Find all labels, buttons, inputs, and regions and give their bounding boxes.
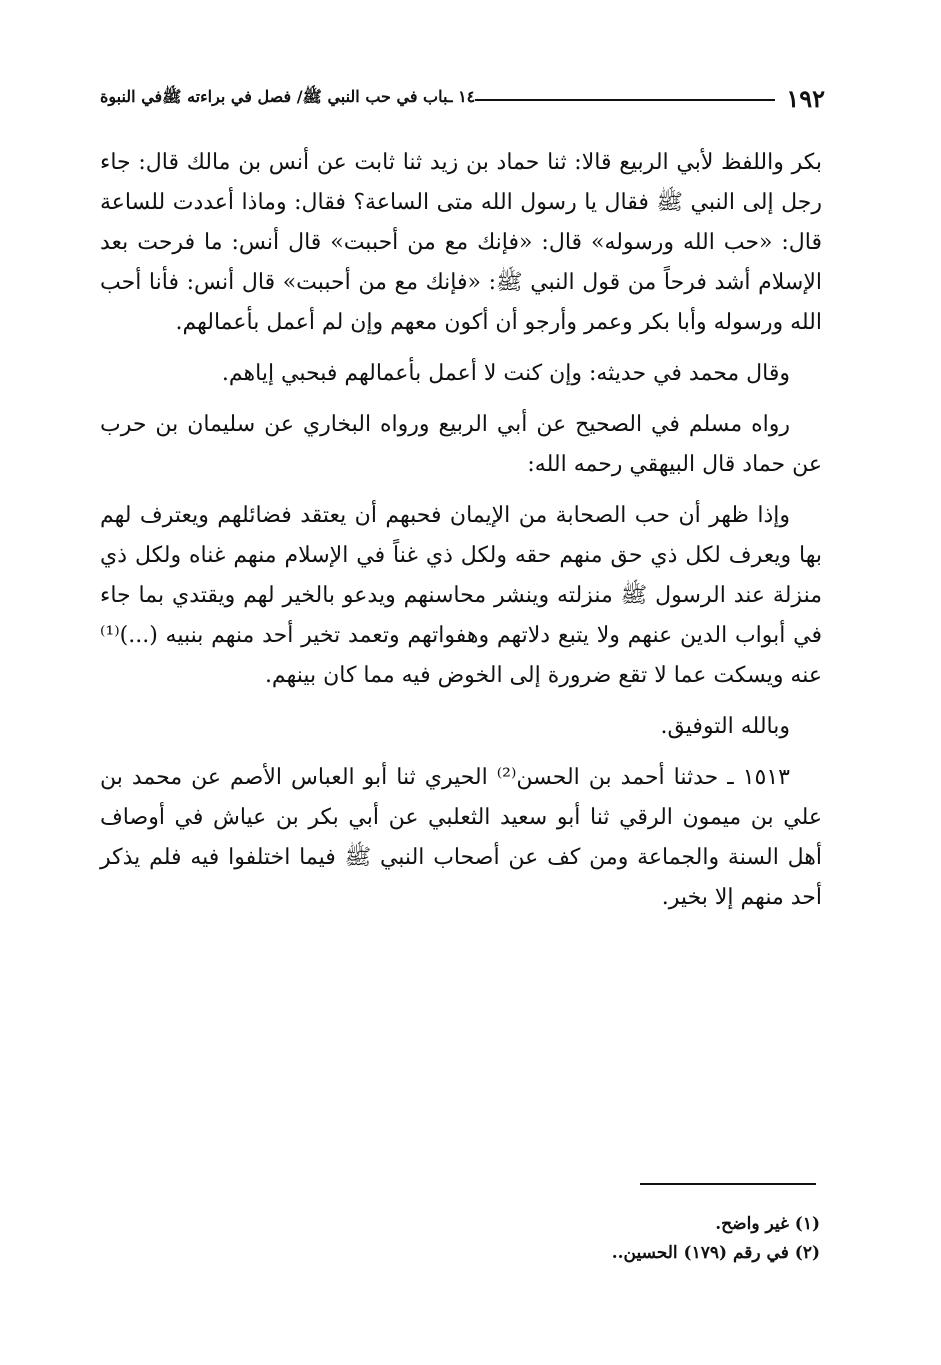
footnotes bbox=[100, 1210, 820, 1268]
footnote-2: (٢) في رقم (١٧٩) الحسين.. bbox=[611, 1243, 820, 1263]
main-text bbox=[100, 143, 822, 929]
page-header bbox=[100, 84, 825, 114]
paragraph-closing: وبالله التوفيق. bbox=[660, 714, 790, 739]
paragraph-hadith-continuation: بكر واللفظ لأبي الربيع قالا: ثنا حماد بن زيد ثنا ثابت عن أنس بن مالك قال: جاء رجل إلى النبي ﷺ فقال يا رسول الله متى الساعة؟ فقال: وماذا أعددت للساعة قال: «حب الله ورسوله» قال: «فإنك مع من أحببت» قال أنس: ما فرحت بعد الإسلام أشد فرحاً من قول النبي ﷺ: «فإنك مع من أحببت» قال أنس: فأنا أحب الله ورسوله وأبا بكر وعمر وأرجو أن أكون معهم وإن لم أعمل بأعمالهم. bbox=[100, 150, 822, 335]
paragraph-muhammad-narration: وقال محمد في حديثه: وإن كنت لا أعمل بأعمالهم فبحبي إياهم. bbox=[221, 361, 790, 386]
paragraph-love-of-companions: وإذا ظهر أن حب الصحابة من الإيمان فحبهم أن يعتقد فضائلهم ويعترف لهم بها ويعرف لكل ذي حق منهم حقه ولكل ذي غناً في الإسلام منهم غناه ولكل ذي منزلة عند الرسول ﷺ منزلته وينشر محاسنهم ويدعو بالخير لهم ويقتدي بما جاء في أبواب الدين عنهم ولا يتبع دلاتهم وهفواتهم وتعمد تخير أحد منهم بنبيه (...)⁽¹⁾ عنه ويسكت عما لا تقع ضرورة إلى الخوض فيه مما كان بينهم. bbox=[100, 503, 822, 688]
footnote-1: (١) غير واضح. bbox=[715, 1214, 820, 1234]
page-number: ١٩٢ bbox=[786, 84, 825, 113]
running-title: ١٤ ـباب في حب النبي ﷺ/ فصل في براءته ﷺفي النبوة bbox=[100, 87, 476, 106]
footnote-divider bbox=[640, 1183, 816, 1185]
header-rule bbox=[475, 99, 775, 101]
paragraph-hadith-1513: ١٥١٣ ـ حدثنا أحمد بن الحسن⁽²⁾ الحيري ثنا أبو العباس الأصم عن محمد بن علي بن ميمون الرقي ثنا أبو سعيد الثعلبي عن أبي بكر بن عياش في أوصاف أهل السنة والجماعة ومن كف عن أصحاب النبي ﷺ فيما اختلفوا فيه فلم يذكر أحد منهم إلا بخير. bbox=[100, 765, 823, 910]
paragraph-source-note: رواه مسلم في الصحيح عن أبي الربيع ورواه البخاري عن سليمان بن حرب عن حماد قال البيهقي رحمه الله: bbox=[100, 412, 822, 477]
